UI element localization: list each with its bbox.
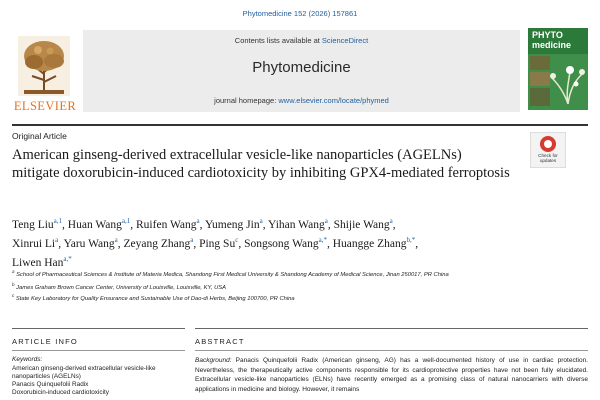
abstract-background-label: Background: [195, 357, 232, 364]
journal-homepage-link[interactable]: www.elsevier.com/locate/phymed [278, 96, 389, 105]
author[interactable]: Yumeng Jin$^a$, [204, 217, 269, 231]
author[interactable]: Teng Liu$^{a,1}$, [12, 217, 68, 231]
author[interactable]: Yihan Wang$^a$, [268, 217, 334, 231]
author-list [12, 214, 572, 272]
header-rule [12, 124, 588, 126]
author[interactable]: Ruifen Wang$^a$, [136, 217, 205, 231]
cover-title-line2: medicine [532, 39, 572, 50]
abstract-body: Panacis Quinquefolii Radix (American ginseng, AG) has a well-documented history of use in cardiac protection. Nevertheless, the therapeutically active components responsible for its cardioprotective properties have not been fully elucidated. Extracellular vesicle-like nanoparticles (ELNs) have recently emerged as a promising class of natural nanocarriers with diverse applications in medicine and biology. However, it remains [195, 357, 588, 394]
article-info-heading: ARTICLE INFO [12, 337, 78, 346]
homepage-prefix: journal homepage: [214, 96, 279, 105]
homepage-line [83, 96, 520, 105]
affiliation: $^c$ State Key Laboratory for Quality Ensurance and Sustainable Use of Dao-di Herbs, Beijing 100700, PR China [12, 292, 295, 302]
author[interactable]: Ping Su$^c$, [199, 236, 245, 251]
author[interactable]: Shijie Wang$^a$, [333, 217, 396, 231]
section-subrule [12, 350, 185, 351]
affiliation-list [12, 268, 572, 303]
cover-art-icon [528, 54, 588, 110]
keywords-label: Keywords: [12, 356, 43, 363]
elsevier-wordmark: ELSEVIER [13, 99, 77, 113]
keyword: Doxorubicin-induced cardiotoxicity [12, 389, 109, 396]
journal-title: Phytomedicine [252, 59, 351, 76]
sciencedirect-link[interactable]: ScienceDirect [321, 36, 369, 45]
cover-title [532, 31, 586, 50]
contents-line [83, 36, 520, 45]
author[interactable]: Songsong Wang$^{a,*}$, [244, 236, 333, 251]
section-rule [12, 328, 185, 329]
author[interactable]: Huan Wang$^{a,1}$, [67, 217, 137, 231]
section-rule [195, 328, 588, 329]
check-updates-icon [540, 136, 556, 152]
journal-reference[interactable]: Phytomedicine 152 (2026) 157861 [242, 9, 358, 18]
keywords-list [12, 365, 182, 397]
abstract-text [195, 356, 588, 395]
check-updates-line2: updates [539, 158, 557, 164]
check-for-updates-button[interactable] [530, 132, 566, 168]
affiliation: $^a$ School of Pharmaceutical Sciences & Institute of Materia Medica, Shandong First Medical University & Shandong Academy of Medical Science, Jinan 250017, PR China [12, 269, 449, 278]
article-type: Original Article [12, 131, 67, 141]
abstract-heading: ABSTRACT [195, 337, 245, 346]
journal-cover-image[interactable] [528, 28, 588, 110]
check-updates-line1: Check for [538, 153, 558, 158]
keyword: American ginseng-derived extracellular vesicle-like nanoparticles (AGELNs) [12, 365, 156, 380]
author[interactable]: Yaru Wang$^a$, [63, 236, 124, 251]
author[interactable]: Xinrui Li$^a$, [12, 236, 64, 251]
author[interactable]: Liwen Han$^{a,*}$ [12, 255, 72, 270]
affiliation: $^b$ James Graham Brown Cancer Center, University of Louisville, Louisville, KY, USA [12, 281, 226, 291]
check-updates-label [531, 153, 565, 163]
cover-title-line1: PHYTO [532, 30, 563, 40]
elsevier-logo[interactable] [12, 36, 78, 124]
article-title: American ginseng-derived extracellular vesicle-like nanoparticles (AGELNs) mitigate doxorubicin-induced cardiotoxicity by inhibiting GPX4-mediated ferroptosis [12, 147, 510, 181]
author[interactable]: Zeyang Zhang$^a$, [123, 236, 200, 251]
author[interactable]: Huangge Zhang$^{b,*}$, [332, 236, 419, 251]
section-subrule [195, 350, 588, 351]
elsevier-tree-icon [18, 36, 70, 96]
journal-masthead [83, 30, 520, 112]
contents-prefix: Contents lists available at [234, 36, 322, 45]
keyword: Panacis Quinquefolii Radix [12, 381, 89, 388]
